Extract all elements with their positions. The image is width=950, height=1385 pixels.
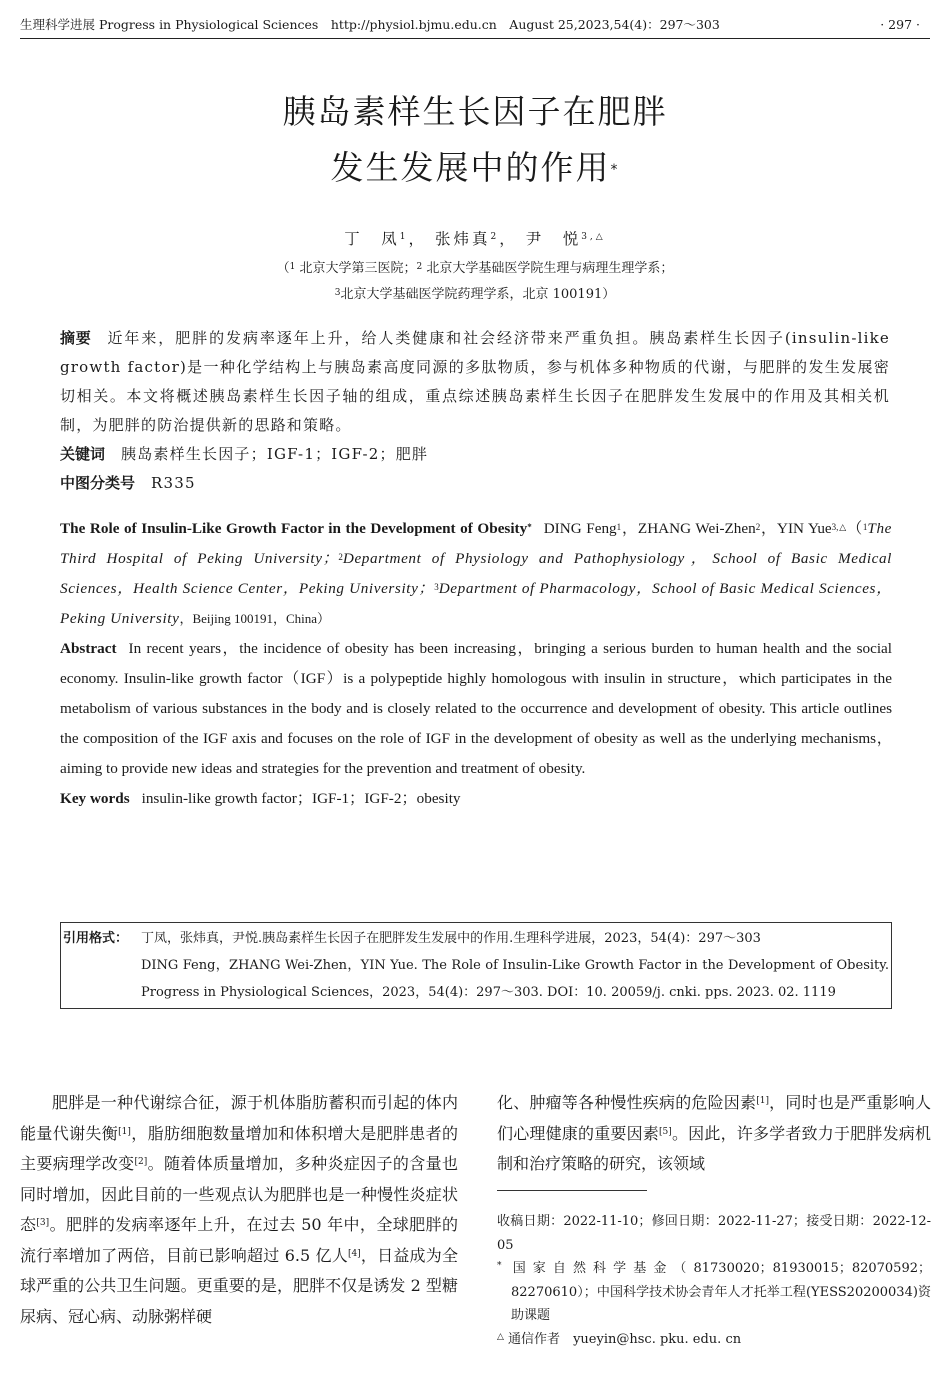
english-keywords-text: insulin-like growth factor；IGF-1；IGF-2；obesity <box>141 790 461 807</box>
ref-link[interactable]: [1] <box>756 1096 769 1106</box>
keywords-label: 关键词 <box>60 445 106 463</box>
citation-en: DING Feng，ZHANG Wei-Zhen，YIN Yue. The Role of Insulin-Like Growth Factor in the Development of Obesity. Progress in Physiological Sciences，2023，54(4)：297～303. DOI：10. 20059/j. cnki. pps. 2023. 02. 1119 <box>141 958 889 1000</box>
abstract-en <box>60 514 892 814</box>
affiliations-cn: （$^1$ 北京大学第三医院；$^2$ 北京大学基础医学院生理与病理生理学系； $^3$北京大学基础医学院药理学系，北京 100191） <box>276 261 674 302</box>
ref-link[interactable]: [1] <box>118 1126 131 1137</box>
abstract-label: 摘要 <box>60 329 92 347</box>
fund-mark: * <box>610 162 620 178</box>
title-line-2: 发生发展中的作用* <box>330 148 620 187</box>
english-title: The Role of Insulin-Like Growth Factor in the Development of Obesity* <box>60 520 532 537</box>
title-line-1: 胰岛素样生长因子在肥胖 <box>282 92 668 131</box>
footnote-corresponding: △ 通信作者 yueyin@hsc. pku. edu. cn <box>497 1331 742 1347</box>
ref-link[interactable]: [5] <box>659 1126 672 1137</box>
author-2: 张炜真 <box>434 230 491 248</box>
citation-label: 引用格式： <box>63 931 129 946</box>
ref-link[interactable]: [4] <box>347 1248 361 1259</box>
footnote-funding: * 国家自然科学基金（81730020；81930015；82070592；82270610）；中国科学技术协会青年人才托举工程(YESS20200034)资助课题 <box>497 1261 931 1323</box>
footnotes <box>497 1210 931 1351</box>
ref-link[interactable]: [2] <box>134 1157 148 1167</box>
footnote-divider <box>497 1190 647 1191</box>
ref-link[interactable]: [3] <box>36 1218 50 1228</box>
english-title-authors: The Role of Insulin-Like Growth Factor in the Development of Obesity* DING Feng$^1$，ZHANG Wei-Zhen$^2$，YIN Yue$^{3,\triangle}$（$^1$The Third Hospital of Peking University；$^2$Department of Physiology and Pathophysiology，School of Basic Medical Sciences，Health Science Center，Peking University；$^3$Department of Pharmacology，School of Basic Medical Sciences，Peking University，Beijing 100191，China） <box>60 520 893 627</box>
body-column-left: 肥胖是一种代谢综合征，源于机体脂肪蓄积而引起的体内能量代谢失衡[1]，脂肪细胞数量增加和体积增大是肥胖患者的主要病理学改变[2]。随着体质量增加，多种炎症因子的含量也同时增加，因此目前的一些观点认为肥胖也是一种慢性炎症状态[3]。肥胖的发病率逐年上升，在过去 50 年中，全球肥胖的流行率增加了两倍，目前已影响超过 6.5 亿人[4]，日益成为全球严重的公共卫生问题。更重要的是，肥胖不仅是诱发 2 型糖尿病、冠心病、动脉粥样硬 <box>20 1093 458 1326</box>
keywords-text: 胰岛素样生长因子；IGF-1；IGF-2；肥胖 <box>121 445 429 463</box>
corresponding-email[interactable]: yueyin@hsc. pku. edu. cn <box>573 1331 742 1347</box>
authors-cn: 丁 凤$^1$， 张炜真$^2$， 尹 悦$^{3,\triangle}$ <box>344 230 606 248</box>
english-keywords-label: Key words <box>60 790 130 807</box>
english-abstract-text: In recent years，the incidence of obesity has been increasing，bringing a serious burden to human health and the social economy. Insulin-like growth factor（IGF）is a polypeptide highly homologous with insulin in structure，which participates in the metabolism of various substances in the body and is closely related to the occurrence and development of obesity. This article outlines the composition of the IGF axis and focuses on the role of IGF in the development of obesity as well as the underlying mechanisms，aiming to provide new ideas and strategies for the prevention and treatment of obesity. <box>60 640 892 777</box>
footnote-dates: 收稿日期：2022-11-10；修回日期：2022-11-27；接受日期：2022-12-05 <box>497 1214 931 1253</box>
author-3: 尹 悦 <box>525 230 582 248</box>
citation-cn: 丁凤，张炜真，尹悦.胰岛素样生长因子在肥胖发生发展中的作用.生理科学进展，2023，54(4)：297～303 <box>141 931 761 946</box>
paper-title-cn <box>0 84 950 196</box>
journal-info: 生理科学进展 Progress in Physiological Sciences http://physiol.bjmu.edu.cn August 25,2023,54(4)：297～303 <box>20 17 720 32</box>
author-1: 丁 凤 <box>344 230 400 248</box>
page-number: · 297 · <box>880 17 920 32</box>
abstract-text: 近年来，肥胖的发病率逐年上升，给人类健康和社会经济带来严重负担。胰岛素样生长因子(insulin-like growth factor)是一种化学结构上与胰岛素高度同源的多肽物质，参与机体多种物质的代谢，与肥胖的发生发展密切相关。本文将概述胰岛素样生长因子轴的组成，重点综述胰岛素样生长因子在肥胖发生发展中的作用及其相关机制，为肥胖的防治提供新的思路和策略。 <box>60 329 890 434</box>
citation-box <box>60 922 892 1009</box>
running-header <box>20 12 930 39</box>
body-column-right: 化、肿瘤等各种慢性疾病的危险因素[1]，同时也是严重影响人们心理健康的重要因素[5]。因此，许多学者致力于肥胖发病机制和治疗策略的研究，该领域 <box>497 1093 931 1173</box>
classification-label: 中图分类号 <box>60 474 136 492</box>
abstract-cn <box>60 324 890 498</box>
english-abstract-label: Abstract <box>60 640 117 657</box>
classification-text: R335 <box>151 474 196 492</box>
